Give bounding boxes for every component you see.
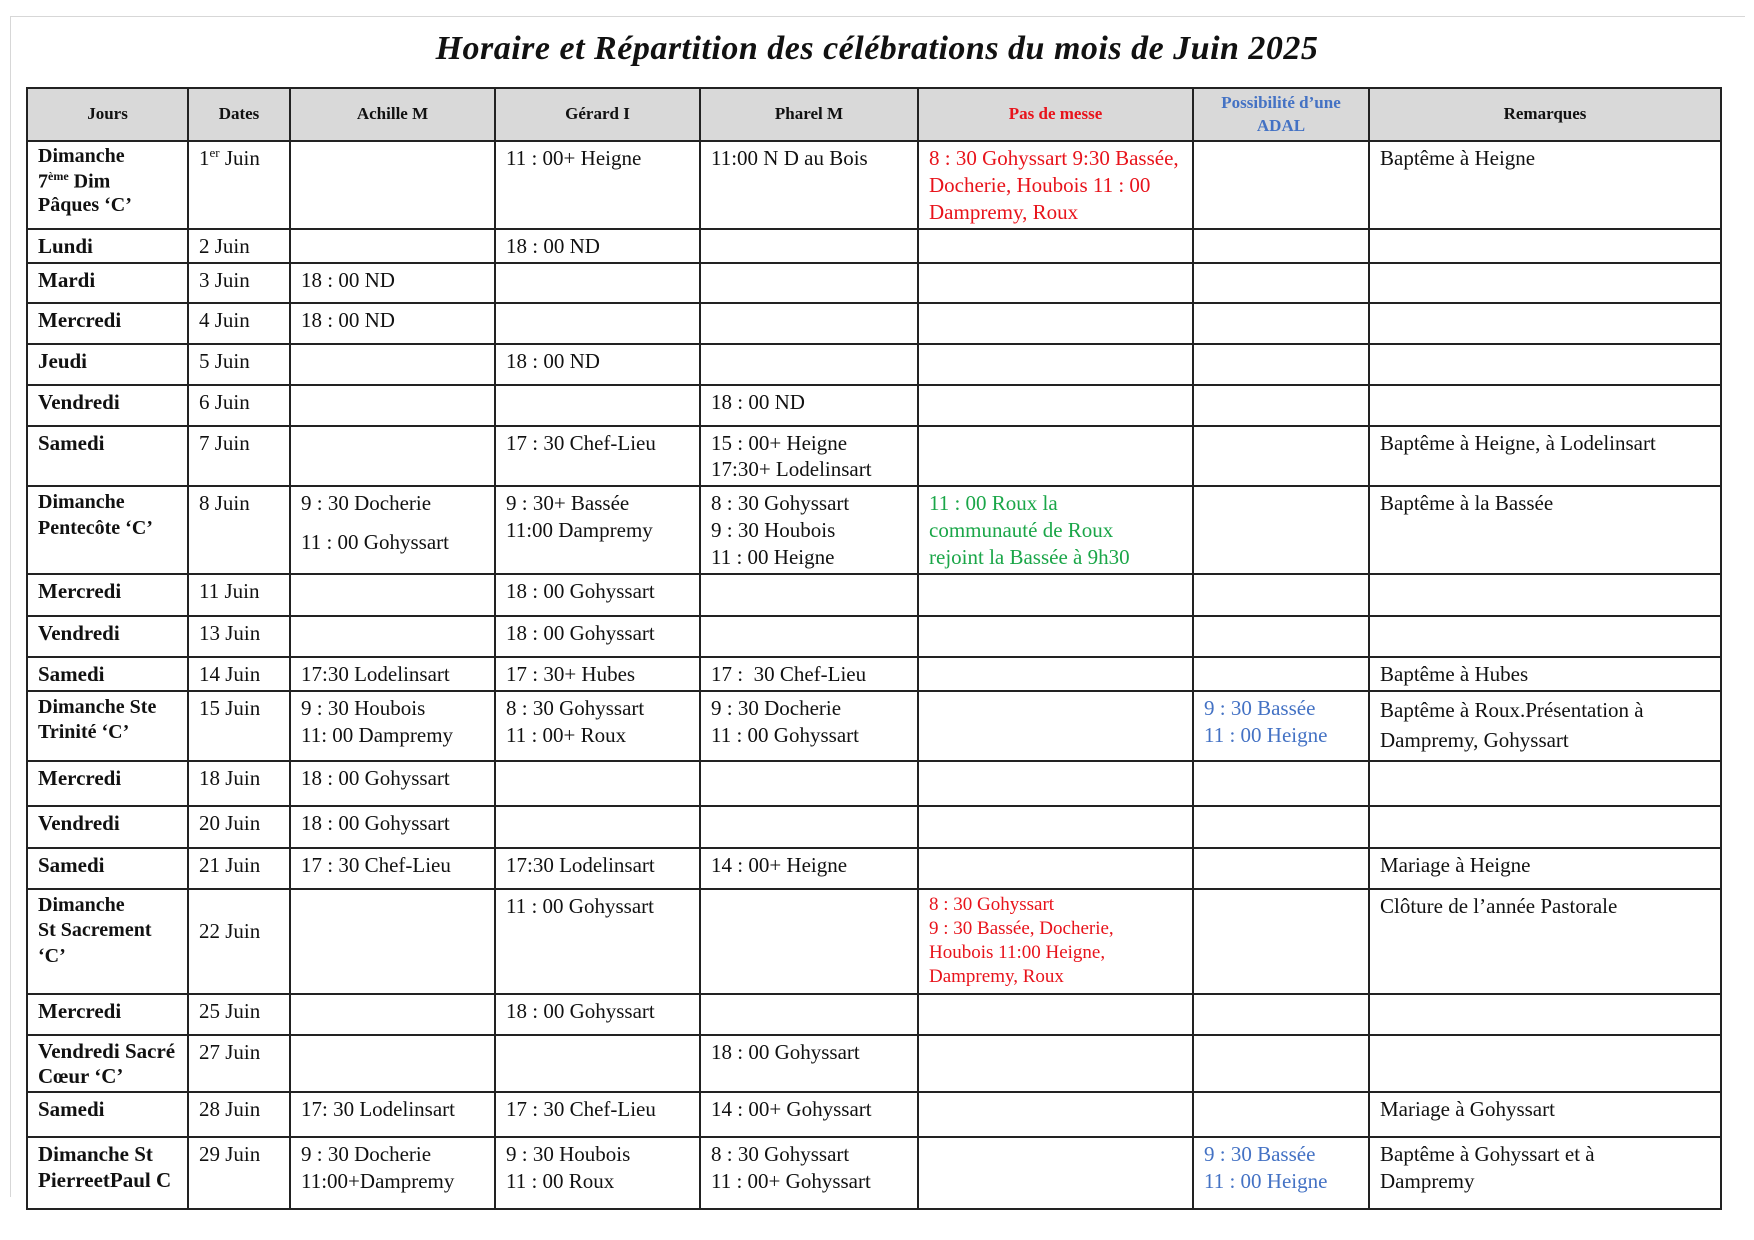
day-text: Vendredi Sacré (38, 1038, 176, 1063)
pas-de-messe-text: Docherie, Houbois 11 : 00 (929, 172, 1151, 197)
pas-de-messe-text: 8 : 30 Gohyssart (929, 893, 1055, 915)
adal-cell (1193, 486, 1369, 574)
day-text: Mardi (38, 267, 96, 292)
adal-entry: 9 : 30 Bassée (1204, 1142, 1316, 1167)
day-text: Samedi (38, 852, 105, 877)
pas-de-messe-cell (918, 486, 1193, 574)
date-cell: 4 Juin (188, 303, 290, 344)
day-cell (27, 486, 188, 574)
day-cell (27, 263, 188, 303)
pharel-cell (700, 994, 918, 1035)
pas-de-messe-cell (918, 229, 1193, 263)
celebration-entry: 11 : 00+ Heigne (506, 146, 642, 170)
pharel-cell (700, 229, 918, 263)
table-row (27, 574, 1721, 616)
day-cell (27, 1137, 188, 1209)
table-row (27, 344, 1721, 385)
day-text: Samedi (38, 661, 105, 686)
celebration-entry: 18 : 00 ND (506, 348, 600, 373)
celebration-entry: 17:30 Lodelinsart (301, 661, 450, 686)
remarques-cell (1369, 691, 1721, 761)
day-cell (27, 1035, 188, 1092)
remark-text: Mariage à Heigne (1380, 852, 1531, 877)
pas-de-messe-cell (918, 806, 1193, 848)
day-cell (27, 616, 188, 657)
gerard-cell (495, 1092, 700, 1137)
pas-de-messe-cell (918, 385, 1193, 426)
pas-de-messe-text: rejoint la Bassée à 9h30 (929, 545, 1130, 569)
achille-cell (290, 229, 495, 263)
gerard-cell (495, 344, 700, 385)
header-achille: Achille M (290, 88, 495, 141)
celebration-entry: 9 : 30+ Bassée (506, 491, 630, 516)
gerard-cell (495, 761, 700, 806)
adal-cell (1193, 848, 1369, 889)
day-text: Mercredi (38, 307, 122, 332)
date-number: 1 (199, 146, 210, 170)
day-cell (27, 848, 188, 889)
table-row (27, 486, 1721, 574)
celebration-entry: 18 : 00 Gohyssart (711, 1039, 860, 1064)
day-text: Mercredi (38, 578, 122, 603)
achille-cell (290, 486, 495, 574)
pharel-cell (700, 657, 918, 691)
remarques-cell (1369, 889, 1721, 994)
achille-cell (290, 141, 495, 229)
date-cell: 25 Juin (188, 994, 290, 1035)
day-cell (27, 574, 188, 616)
table-row (27, 889, 1721, 994)
remark-text: Clôture de l’année Pastorale (1380, 893, 1618, 918)
day-text: Dimanche Ste (38, 695, 157, 718)
pharel-cell (700, 263, 918, 303)
celebration-entry: 18 : 00 Gohyssart (506, 578, 655, 603)
date-cell (188, 141, 290, 229)
day-text: Pâques ‘C’ (38, 193, 132, 216)
adal-cell (1193, 1137, 1369, 1209)
pharel-cell (700, 574, 918, 616)
celebration-entry: 14 : 00+ Gohyssart (711, 1097, 872, 1122)
header-pharel: Pharel M (700, 88, 918, 141)
celebration-entry: 18 : 00 ND (301, 307, 395, 332)
day-text: Dim (73, 170, 111, 193)
adal-entry: 11 : 00 Heigne (1204, 1169, 1328, 1193)
remarques-cell (1369, 426, 1721, 487)
date-month: Juin (224, 146, 260, 170)
day-text: Pentecôte ‘C’ (38, 516, 153, 539)
adal-cell (1193, 994, 1369, 1035)
remarques-cell (1369, 263, 1721, 303)
day-ordinal-sup: ème (48, 168, 69, 183)
celebration-entry: 17 : 30 Chef-Lieu (711, 661, 867, 686)
date-cell: 2 Juin (188, 229, 290, 263)
gerard-cell (495, 141, 700, 229)
date-cell: 22 Juin (188, 889, 290, 994)
achille-cell (290, 657, 495, 691)
table-row (27, 263, 1721, 303)
remarques-cell (1369, 486, 1721, 574)
table-row (27, 303, 1721, 344)
adal-cell (1193, 761, 1369, 806)
celebration-entry: 11 : 00 Roux (506, 1169, 615, 1193)
achille-cell (290, 1092, 495, 1137)
day-text: ‘C’ (38, 944, 66, 967)
day-text: Lundi (38, 233, 93, 258)
pas-de-messe-cell (918, 303, 1193, 344)
achille-cell (290, 574, 495, 616)
header-gerard: Gérard I (495, 88, 700, 141)
pharel-cell (700, 426, 918, 487)
adal-cell (1193, 1092, 1369, 1137)
celebration-entry: 11 : 00 Gohyssart (506, 893, 654, 918)
achille-cell (290, 385, 495, 426)
adal-cell (1193, 303, 1369, 344)
achille-cell (290, 426, 495, 487)
gerard-cell (495, 994, 700, 1035)
achille-cell (290, 303, 495, 344)
pharel-cell (700, 303, 918, 344)
celebration-entry: 11 : 00 Gohyssart (711, 722, 859, 747)
pharel-cell (700, 889, 918, 994)
day-ordinal: 7 (38, 170, 48, 193)
adal-cell (1193, 657, 1369, 691)
achille-cell (290, 616, 495, 657)
celebration-entry: 17 : 30 Chef-Lieu (301, 852, 451, 877)
adal-cell (1193, 344, 1369, 385)
pharel-cell (700, 1035, 918, 1092)
pas-de-messe-cell (918, 263, 1193, 303)
celebration-entry: 17: 30 Lodelinsart (301, 1097, 455, 1122)
remarques-cell (1369, 344, 1721, 385)
remark-text: Dampremy, Gohyssart (1380, 728, 1569, 753)
adal-entry: 11 : 00 Heigne (1204, 722, 1328, 747)
adal-entry: 9 : 30 Bassée (1204, 695, 1316, 720)
pas-de-messe-cell (918, 616, 1193, 657)
pas-de-messe-cell (918, 889, 1193, 994)
remarques-cell (1369, 994, 1721, 1035)
remark-text: Baptême à Heigne (1380, 146, 1536, 170)
celebration-entry: 9 : 30 Houbois (711, 518, 836, 543)
celebration-entry: 17 : 30 Chef-Lieu (506, 430, 656, 455)
date-cell: 29 Juin (188, 1137, 290, 1209)
gerard-cell (495, 1035, 700, 1092)
adal-cell (1193, 141, 1369, 229)
pas-de-messe-text: 8 : 30 Gohyssart 9:30 Bassée, (929, 146, 1179, 170)
day-text: Dimanche (38, 491, 125, 514)
day-cell (27, 344, 188, 385)
achille-cell (290, 263, 495, 303)
date-cell: 13 Juin (188, 616, 290, 657)
celebration-entry: 9 : 30 Houbois (301, 695, 426, 720)
celebration-entry: 17:30+ Lodelinsart (711, 457, 872, 482)
pas-de-messe-cell (918, 691, 1193, 761)
pas-de-messe-cell (918, 426, 1193, 487)
remark-text: Baptême à Heigne, à Lodelinsart (1380, 430, 1656, 455)
day-cell (27, 141, 188, 229)
pharel-cell (700, 486, 918, 574)
remark-text: Baptême à Roux.Présentation à (1380, 697, 1644, 722)
remarques-cell (1369, 806, 1721, 848)
day-cell (27, 385, 188, 426)
achille-cell (290, 806, 495, 848)
pharel-cell (700, 141, 918, 229)
celebration-entry: 11:00 Dampremy (506, 518, 653, 543)
adal-cell (1193, 806, 1369, 848)
header-remarques: Remarques (1369, 88, 1721, 141)
achille-cell (290, 761, 495, 806)
date-cell: 7 Juin (188, 426, 290, 487)
table-row (27, 1092, 1721, 1137)
day-cell (27, 889, 188, 994)
achille-cell (290, 1035, 495, 1092)
day-text: Dimanche St (38, 1142, 153, 1167)
date-cell: 27 Juin (188, 1035, 290, 1092)
date-cell: 28 Juin (188, 1092, 290, 1137)
pas-de-messe-cell (918, 848, 1193, 889)
day-cell (27, 806, 188, 848)
remarques-cell (1369, 657, 1721, 691)
pas-de-messe-cell (918, 657, 1193, 691)
remarques-cell (1369, 1137, 1721, 1209)
remark-text: Dampremy (1380, 1169, 1475, 1193)
header-adal: Possibilité d’une ADAL (1193, 88, 1369, 141)
table-row (27, 1137, 1721, 1209)
day-cell (27, 1092, 188, 1137)
pharel-cell (700, 806, 918, 848)
gerard-cell (495, 889, 700, 994)
day-text: Mercredi (38, 998, 122, 1023)
adal-cell (1193, 229, 1369, 263)
table-row (27, 426, 1721, 487)
page-title: Horaire et Répartition des célébrations du mois de Juin 2025 (435, 30, 1319, 67)
adal-cell (1193, 1035, 1369, 1092)
achille-cell (290, 994, 495, 1035)
pharel-cell (700, 344, 918, 385)
table-row (27, 691, 1721, 761)
day-cell (27, 303, 188, 344)
celebration-entry: 18 : 00 Gohyssart (301, 765, 450, 790)
gerard-cell (495, 385, 700, 426)
adal-cell (1193, 574, 1369, 616)
celebration-entry: 9 : 30 Docherie (301, 491, 432, 516)
day-text: Dimanche (38, 893, 125, 916)
adal-cell (1193, 691, 1369, 761)
table-row (27, 761, 1721, 806)
pas-de-messe-cell (918, 344, 1193, 385)
achille-cell (290, 848, 495, 889)
pas-de-messe-cell (918, 1035, 1193, 1092)
table-row (27, 848, 1721, 889)
remarques-cell (1369, 848, 1721, 889)
gerard-cell (495, 616, 700, 657)
date-cell: 15 Juin (188, 691, 290, 761)
gerard-cell (495, 806, 700, 848)
date-cell: 8 Juin (188, 486, 290, 574)
pharel-cell (700, 616, 918, 657)
celebration-entry: 17 : 30+ Hubes (506, 661, 636, 686)
gerard-cell (495, 263, 700, 303)
day-text: Cœur ‘C’ (38, 1063, 124, 1088)
gerard-cell (495, 426, 700, 487)
pas-de-messe-text: communauté de Roux (929, 518, 1114, 543)
gerard-cell (495, 691, 700, 761)
pharel-cell (700, 385, 918, 426)
day-cell (27, 657, 188, 691)
celebration-entry: 18 : 00 Gohyssart (506, 998, 655, 1023)
adal-cell (1193, 263, 1369, 303)
celebration-entry: 8 : 30 Gohyssart (711, 1142, 850, 1167)
header-row (27, 88, 1721, 141)
remark-text: Mariage à Gohyssart (1380, 1097, 1555, 1122)
celebration-entry: 11: 00 Dampremy (301, 722, 454, 747)
celebration-entry: 17 : 30 Chef-Lieu (506, 1097, 656, 1122)
celebration-entry: 11:00+Dampremy (301, 1169, 455, 1193)
pharel-cell (700, 1092, 918, 1137)
gerard-cell (495, 486, 700, 574)
celebration-entry: 11 : 00 Gohyssart (301, 530, 449, 555)
gerard-cell (495, 657, 700, 691)
pas-de-messe-text: Dampremy, Roux (929, 966, 1064, 988)
pas-de-messe-text: Dampremy, Roux (929, 199, 1079, 224)
date-cell: 6 Juin (188, 385, 290, 426)
pas-de-messe-cell (918, 761, 1193, 806)
table-row (27, 229, 1721, 263)
remark-text: Baptême à la Bassée (1380, 491, 1554, 516)
remarques-cell (1369, 574, 1721, 616)
celebration-entry: 18 : 00 ND (301, 267, 395, 292)
day-text: Samedi (38, 430, 105, 455)
celebration-entry: 11:00 N D au Bois (711, 146, 868, 170)
day-cell (27, 229, 188, 263)
day-text: Vendredi (38, 620, 120, 645)
date-cell: 14 Juin (188, 657, 290, 691)
date-cell: 21 Juin (188, 848, 290, 889)
celebration-entry: 18 : 00 ND (711, 389, 805, 414)
day-text: St Sacrement (38, 919, 152, 942)
celebration-entry: 11 : 00+ Gohyssart (711, 1169, 871, 1193)
remark-text: Baptême à Gohyssart et à (1380, 1142, 1595, 1167)
celebration-entry: 11 : 00+ Roux (506, 722, 627, 747)
table-row (27, 994, 1721, 1035)
gerard-cell (495, 1137, 700, 1209)
schedule-table (26, 87, 1722, 1210)
remarques-cell (1369, 761, 1721, 806)
celebration-entry: 9 : 30 Docherie (711, 695, 842, 720)
day-text (38, 169, 179, 194)
day-cell (27, 994, 188, 1035)
table-row (27, 141, 1721, 229)
gerard-cell (495, 229, 700, 263)
day-cell (27, 691, 188, 761)
achille-cell (290, 691, 495, 761)
celebration-entry: 18 : 00 Gohyssart (506, 620, 655, 645)
day-text: PierreetPaul C (38, 1168, 172, 1193)
gerard-cell (495, 848, 700, 889)
adal-cell (1193, 616, 1369, 657)
remarques-cell (1369, 385, 1721, 426)
day-text: Dimanche (38, 145, 125, 167)
remarques-cell (1369, 1092, 1721, 1137)
date-sup: er (209, 145, 220, 160)
remarques-cell (1369, 141, 1721, 229)
pharel-cell (700, 761, 918, 806)
celebration-entry: 17:30 Lodelinsart (506, 852, 655, 877)
remarques-cell (1369, 616, 1721, 657)
remarques-cell (1369, 229, 1721, 263)
pharel-cell (700, 1137, 918, 1209)
pas-de-messe-text: 9 : 30 Bassée, Docherie, (929, 917, 1114, 939)
achille-cell (290, 344, 495, 385)
day-text: Jeudi (38, 348, 88, 373)
header-jours: Jours (27, 88, 188, 141)
pharel-cell (700, 691, 918, 761)
celebration-entry: 18 : 00 ND (506, 233, 600, 258)
achille-cell (290, 889, 495, 994)
pas-de-messe-cell (918, 994, 1193, 1035)
day-text: Vendredi (38, 810, 120, 835)
remarques-cell (1369, 1035, 1721, 1092)
celebration-entry: 15 : 00+ Heigne (711, 430, 848, 455)
pas-de-messe-cell (918, 574, 1193, 616)
table-row (27, 1035, 1721, 1092)
adal-cell (1193, 385, 1369, 426)
pas-de-messe-text: 11 : 00 Roux la (929, 491, 1058, 516)
header-dates: Dates (188, 88, 290, 141)
pas-de-messe-text: Houbois 11:00 Heigne, (929, 942, 1106, 963)
date-cell: 3 Juin (188, 263, 290, 303)
day-text: Vendredi (38, 389, 120, 414)
date-cell: 20 Juin (188, 806, 290, 848)
table-row (27, 616, 1721, 657)
celebration-entry: 11 : 00 Heigne (711, 545, 835, 569)
table-row (27, 385, 1721, 426)
pas-de-messe-cell (918, 1137, 1193, 1209)
header-pas-de-messe: Pas de messe (918, 88, 1193, 141)
day-text: Samedi (38, 1097, 105, 1122)
day-text: Mercredi (38, 765, 122, 790)
date-cell: 18 Juin (188, 761, 290, 806)
table-row (27, 806, 1721, 848)
remarques-cell (1369, 303, 1721, 344)
gerard-cell (495, 303, 700, 344)
pas-de-messe-cell (918, 1092, 1193, 1137)
celebration-entry: 8 : 30 Gohyssart (506, 695, 645, 720)
pas-de-messe-cell (918, 141, 1193, 229)
table-row (27, 657, 1721, 691)
pharel-cell (700, 848, 918, 889)
adal-cell (1193, 889, 1369, 994)
celebration-entry: 9 : 30 Houbois (506, 1142, 631, 1167)
celebration-entry: 18 : 00 Gohyssart (301, 810, 450, 835)
day-cell (27, 426, 188, 487)
celebration-entry: 9 : 30 Docherie (301, 1142, 432, 1167)
day-text: Trinité ‘C’ (38, 721, 130, 744)
adal-cell (1193, 426, 1369, 487)
day-cell (27, 761, 188, 806)
remark-text: Baptême à Hubes (1380, 661, 1529, 686)
gerard-cell (495, 574, 700, 616)
achille-cell (290, 1137, 495, 1209)
date-cell: 5 Juin (188, 344, 290, 385)
celebration-entry: 8 : 30 Gohyssart (711, 491, 850, 516)
date-cell: 11 Juin (188, 574, 290, 616)
celebration-entry: 14 : 00+ Heigne (711, 852, 848, 877)
